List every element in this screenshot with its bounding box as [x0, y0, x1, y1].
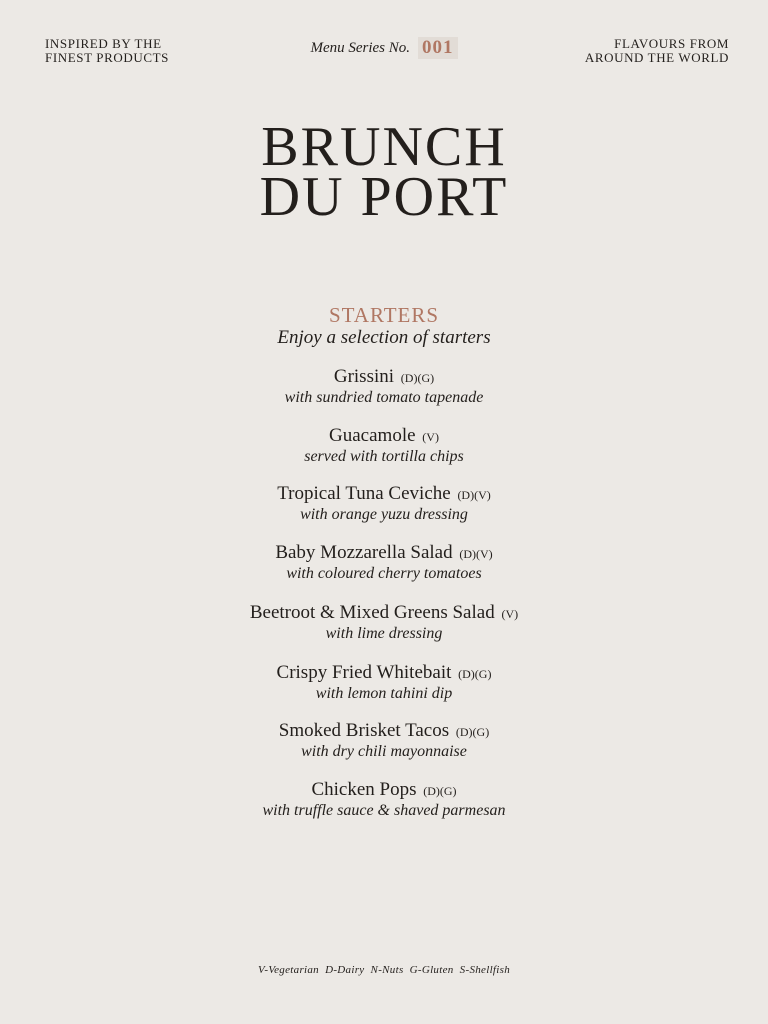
menu-item-description: with sundried tomato tapenade	[284, 389, 484, 406]
menu-item-tags: (D)(G)	[400, 371, 435, 385]
menu-series-label: Menu Series No.	[310, 40, 411, 56]
menu-item-name: Crispy Fried Whitebait	[276, 661, 452, 683]
menu-item-name: Tropical Tuna Ceviche	[277, 483, 451, 505]
menu-item-tags: (D)(V)	[459, 546, 493, 561]
menu-series-number: 001	[418, 37, 458, 59]
menu-item	[0, 542, 768, 602]
menu-item-name: Baby Mozzarella Salad	[275, 541, 453, 563]
page-title	[0, 116, 768, 228]
starters-section	[0, 303, 768, 838]
menu-item	[0, 662, 768, 721]
section-subtitle: Enjoy a selection of starters	[277, 327, 491, 348]
menu-item-description: with lemon tahini dip	[315, 684, 453, 702]
menu-item	[0, 425, 768, 484]
menu-item-description: with lime dressing	[325, 624, 443, 642]
tagline-left-line2: FINEST PRODUCTS	[45, 50, 169, 65]
menu-item	[0, 720, 768, 779]
menu-item-tags: (D)(G)	[455, 725, 490, 740]
menu-item-description: with orange yuzu dressing	[300, 506, 468, 524]
menu-item-description: with dry chili mayonnaise	[301, 743, 467, 761]
menu-item-name: Smoked Brisket Tacos	[278, 720, 450, 742]
page-title-line1: BRUNCH	[261, 116, 507, 178]
tagline-right-line2: AROUND THE WORLD	[584, 50, 729, 65]
menu-item-description: with truffle sauce & shaved parmesan	[262, 801, 506, 819]
page-title-line2: DU PORT	[259, 166, 509, 228]
menu-item-tags: (V)	[501, 606, 519, 621]
menu-item	[0, 779, 768, 838]
dietary-legend: V-Vegetarian D-Dairy N-Nuts G-Gluten S-Shellfish	[257, 964, 511, 976]
menu-item-name: Guacamole	[329, 424, 416, 446]
tagline-right-line1: FLAVOURS FROM	[614, 36, 729, 51]
menu-item-tags: (V)	[422, 429, 439, 444]
menu-item	[0, 366, 768, 425]
menu-item-description: served with tortilla chips	[304, 447, 464, 465]
menu-item-tags: (D)(G)	[423, 783, 457, 798]
tagline-left-line1: INSPIRED BY THE	[45, 36, 162, 51]
tagline-right	[585, 37, 729, 65]
menu-item	[0, 602, 768, 662]
section-title: STARTERS	[328, 303, 440, 327]
menu-item-name: Grissini	[333, 366, 395, 387]
menu-item	[0, 483, 768, 542]
menu-item-tags: (D)(G)	[458, 666, 492, 681]
menu-item-description: with coloured cherry tomatoes	[286, 564, 482, 582]
menu-item-list	[0, 366, 768, 838]
menu-item-tags: (D)(V)	[457, 488, 491, 503]
menu-item-name: Beetroot & Mixed Greens Salad	[249, 601, 495, 623]
menu-item-name: Chicken Pops	[311, 778, 417, 800]
